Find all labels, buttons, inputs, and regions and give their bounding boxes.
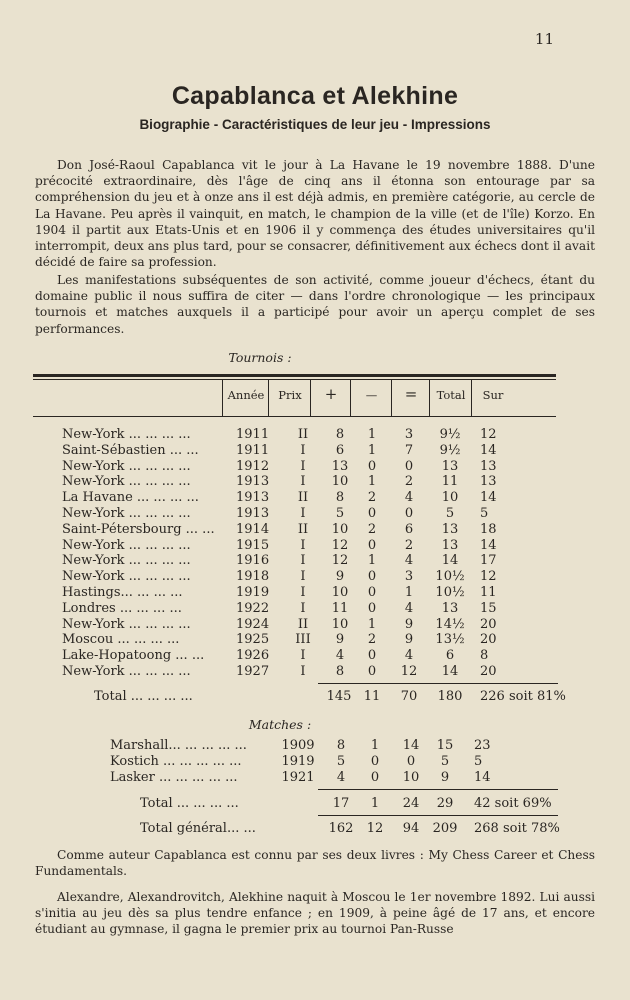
tournament-prix: II	[297, 616, 309, 632]
total-sur: 226 soit 81%	[480, 689, 566, 704]
tournament-total: 13½	[435, 632, 465, 648]
tournament-eq: 3	[404, 569, 414, 585]
tournament-eq: 4	[404, 600, 414, 616]
table-row	[0, 754, 630, 770]
total-total: 209	[432, 821, 458, 836]
tournament-year: 1918	[236, 569, 270, 585]
tournament-name: Saint-Sébastien ... ...	[62, 442, 199, 458]
tournament-eq: 12	[400, 664, 418, 679]
column-divider	[391, 379, 392, 417]
match-sur: 14	[474, 770, 491, 785]
tournament-total: 9½	[439, 427, 461, 442]
paragraph-intro: Don José-Raoul Capablanca vit le jour à La Havane le 19 novembre 1888. D'une précocité extraordinaire, dès l'âge de cinq ans il étonna son entourage par sa compréhension du jeu et à onze ans il est déjà admis, en première catégorie, au cercle de La Havane. Peu après il vainquit, en match, le champion de la ville (et de l'île) Korzo. En 1904 il partit aux Etats-Unis et en 1906 il y commença des études universitaires qu'il interrompit, deux ans plus tard, pour se consacrer, définitivement aux échecs dont il avait décidé de faire sa profession.	[35, 158, 595, 270]
column-header-annee: Année	[227, 388, 265, 402]
page-subtitle: Biographie - Caractéristiques de leur jeu - Impressions	[139, 117, 491, 132]
tournament-prix: I	[300, 664, 306, 679]
tournois-label: Tournois :	[228, 350, 292, 365]
table-header-bottom-rule	[33, 416, 556, 417]
matches-label: Matches :	[248, 717, 312, 732]
column-divider	[471, 379, 472, 417]
tournament-year: 1912	[236, 458, 270, 474]
tournament-sur: 20	[480, 632, 497, 648]
match-opponent: Kostich ... ... ... ... ...	[110, 754, 242, 769]
match-plus: 8	[336, 738, 346, 753]
tournament-eq: 7	[404, 442, 414, 458]
tournament-sur: 14	[480, 490, 497, 506]
tournament-total: 9½	[439, 442, 461, 458]
tournament-plus: 11	[331, 600, 349, 616]
column-divider	[310, 379, 311, 417]
tournament-prix: I	[300, 600, 306, 616]
tournament-eq: 1	[404, 585, 414, 600]
tournament-minus: 1	[367, 427, 377, 442]
tournament-name: Saint-Pétersbourg ... ...	[62, 521, 215, 537]
table-row	[0, 459, 630, 475]
tournament-year: 1924	[236, 616, 270, 632]
tournament-minus: 1	[367, 616, 377, 632]
tournament-name: New-York ... ... ... ...	[62, 537, 191, 553]
matches-total-row	[0, 796, 630, 812]
column-header-sur: Sur	[482, 388, 504, 402]
tournament-year: 1911	[236, 442, 270, 458]
tournament-minus: 0	[367, 569, 377, 585]
tournament-total: 13	[441, 600, 459, 616]
tournament-total: 14	[441, 553, 459, 569]
tournament-sur: 12	[480, 427, 497, 442]
total-label: Total ... ... ... ...	[94, 689, 193, 704]
tournament-year: 1922	[236, 600, 270, 616]
table-row	[0, 569, 630, 585]
tournament-minus: 0	[367, 648, 377, 664]
page-title: Capablanca et Alekhine	[171, 82, 459, 110]
match-year: 1909	[281, 738, 315, 753]
table-row	[0, 648, 630, 664]
tournament-prix: I	[300, 442, 306, 458]
tournament-sur: 20	[480, 664, 497, 679]
tournament-minus: 1	[367, 474, 377, 490]
total-plus: 17	[332, 796, 350, 811]
tournament-total: 13	[441, 458, 459, 474]
tournament-name: New-York ... ... ... ...	[62, 474, 191, 490]
tournament-eq: 9	[404, 632, 414, 648]
tournament-plus: 13	[331, 458, 349, 474]
tournament-name: La Havane ... ... ... ...	[62, 490, 199, 506]
tournament-minus: 1	[367, 442, 377, 458]
tournament-sur: 8	[480, 648, 489, 664]
column-divider	[429, 379, 430, 417]
match-opponent: Marshall... ... ... ... ...	[110, 738, 247, 753]
tournament-year: 1916	[236, 553, 270, 569]
table-row	[0, 617, 630, 633]
tournament-minus: 2	[367, 521, 377, 537]
tournament-sur: 18	[480, 521, 497, 537]
tournament-minus: 0	[367, 600, 377, 616]
tournament-plus: 8	[335, 664, 345, 679]
tournament-name: Moscou ... ... ... ...	[62, 632, 180, 648]
tournament-total: 14½	[435, 616, 465, 632]
table-row	[0, 632, 630, 648]
tournament-total: 10½	[435, 585, 465, 600]
match-year: 1919	[281, 754, 315, 769]
tournament-plus: 12	[331, 537, 349, 553]
tournament-year: 1913	[236, 506, 270, 521]
tournament-minus: 2	[367, 490, 377, 506]
table-row	[0, 601, 630, 617]
tournament-year: 1925	[236, 632, 270, 648]
column-divider	[222, 379, 223, 417]
match-minus: 0	[370, 754, 380, 769]
tournament-sur: 12	[480, 569, 497, 585]
total-eq: 94	[402, 821, 420, 836]
tournament-minus: 2	[367, 632, 377, 648]
tournament-name: New-York ... ... ... ...	[62, 458, 191, 474]
tournament-name: New-York ... ... ... ...	[62, 664, 191, 679]
tournament-sur: 13	[480, 474, 497, 490]
tournament-prix: I	[300, 553, 306, 569]
total-minus: 1	[370, 796, 380, 811]
tournament-name: Londres ... ... ... ...	[62, 600, 182, 616]
tournament-prix: I	[300, 474, 306, 490]
column-header-plus: +	[324, 385, 338, 403]
tournament-prix: I	[300, 648, 306, 664]
tournament-plus: 10	[331, 474, 349, 490]
match-sur: 23	[474, 738, 491, 753]
column-header-prix: Prix	[278, 388, 302, 402]
tournament-sur: 14	[480, 442, 497, 458]
total-label: Total général... ...	[140, 821, 256, 836]
total-plus: 162	[328, 821, 354, 836]
tournament-sur: 20	[480, 616, 497, 632]
total-minus: 12	[366, 821, 384, 836]
tournament-plus: 4	[335, 648, 345, 664]
tournament-plus: 10	[331, 521, 349, 537]
table-top-rule	[33, 374, 556, 377]
match-eq: 10	[402, 770, 420, 785]
table-row	[0, 443, 630, 459]
tournament-sur: 15	[480, 600, 497, 616]
total-sur: 42 soit 69%	[474, 796, 552, 811]
tournament-minus: 0	[367, 664, 377, 679]
tournament-year: 1919	[236, 585, 270, 600]
tournament-name: New-York ... ... ... ...	[62, 553, 191, 569]
total-total: 29	[436, 796, 454, 811]
tournament-year: 1927	[236, 664, 270, 679]
tournament-minus: 0	[367, 458, 377, 474]
grand-total-row	[0, 821, 630, 837]
tournament-name: Lake-Hopatoong ... ...	[62, 648, 205, 664]
match-sur: 5	[474, 754, 483, 769]
tournament-name: New-York ... ... ... ...	[62, 427, 191, 442]
page-number: 11	[534, 30, 554, 48]
tournament-prix: II	[297, 427, 309, 442]
table-row	[0, 738, 630, 754]
tournament-plus: 12	[331, 553, 349, 569]
grand-total-rule	[318, 815, 558, 816]
total-sur: 268 soit 78%	[474, 821, 560, 836]
column-header-total: Total	[436, 388, 466, 402]
paragraph-alekhine: Alexandre, Alexandrovitch, Alekhine naquit à Moscou le 1er novembre 1892. Lui aussi s'initia au jeu dès sa plus tendre enfance ; en 1909, à peine âgé de 17 ans, et encore étudiant au gymnase, il gagna le premier prix au tournoi Pan-Russe	[35, 890, 595, 937]
total-eq: 70	[400, 689, 418, 704]
tournament-year: 1915	[236, 537, 270, 553]
tournament-prix: I	[300, 537, 306, 553]
total-plus: 145	[326, 689, 352, 704]
tournament-prix: I	[300, 585, 306, 600]
tournament-sur: 13	[480, 458, 497, 474]
match-total: 5	[440, 754, 450, 769]
tournament-eq: 2	[404, 474, 414, 490]
total-total: 180	[437, 689, 463, 704]
match-minus: 1	[370, 738, 380, 753]
match-eq: 0	[406, 754, 416, 769]
tournament-sur: 14	[480, 537, 497, 553]
tournament-eq: 2	[404, 537, 414, 553]
tournament-plus: 10	[331, 616, 349, 632]
total-minus: 11	[363, 689, 381, 704]
table-row	[0, 585, 630, 601]
tournament-minus: 1	[367, 553, 377, 569]
tournament-name: New-York ... ... ... ...	[62, 616, 191, 632]
paragraph-books: Comme auteur Capablanca est connu par ses deux livres : My Chess Career et Chess Fundamentals.	[35, 848, 595, 879]
tournament-name: New-York ... ... ... ...	[62, 506, 191, 521]
tournament-plus: 5	[335, 506, 345, 521]
tournament-total: 10½	[435, 569, 465, 585]
match-minus: 0	[370, 770, 380, 785]
tournament-eq: 3	[404, 427, 414, 442]
column-divider	[350, 379, 351, 417]
column-divider	[268, 379, 269, 417]
tournament-plus: 9	[335, 569, 345, 585]
match-eq: 14	[402, 738, 420, 753]
tournament-prix: I	[300, 569, 306, 585]
table-row	[0, 553, 630, 569]
tournament-total: 13	[441, 537, 459, 553]
tournament-eq: 4	[404, 553, 414, 569]
column-header-minus: —	[365, 388, 378, 402]
tournament-minus: 0	[367, 537, 377, 553]
tournament-minus: 0	[367, 585, 377, 600]
table-row	[0, 474, 630, 490]
table-row	[0, 538, 630, 554]
match-total: 9	[440, 770, 450, 785]
tournament-year: 1926	[236, 648, 270, 664]
match-plus: 4	[336, 770, 346, 785]
tournament-eq: 9	[404, 616, 414, 632]
tournament-total: 14	[441, 664, 459, 679]
tournament-total: 11	[441, 474, 459, 490]
tournament-prix: III	[295, 632, 311, 648]
tournament-prix: I	[300, 458, 306, 474]
tournament-year: 1911	[236, 427, 270, 442]
tournament-name: Hastings... ... ... ...	[62, 585, 183, 600]
tournament-eq: 4	[404, 648, 414, 664]
tournament-minus: 0	[367, 506, 377, 521]
tournament-sur: 17	[480, 553, 497, 569]
tournament-name: New-York ... ... ... ...	[62, 569, 191, 585]
tournament-prix: II	[297, 521, 309, 537]
match-year: 1921	[281, 770, 315, 785]
tournament-plus: 6	[335, 442, 345, 458]
tournois-total-row	[0, 689, 630, 705]
match-opponent: Lasker ... ... ... ... ...	[110, 770, 238, 785]
match-plus: 5	[336, 754, 346, 769]
tournament-year: 1913	[236, 490, 270, 506]
match-total: 15	[436, 738, 454, 753]
tournament-total: 10	[441, 490, 459, 506]
tournament-sur: 5	[480, 506, 489, 521]
tournament-eq: 0	[404, 458, 414, 474]
column-header-equal: =	[404, 385, 418, 403]
tournament-eq: 0	[404, 506, 414, 521]
table-row	[0, 506, 630, 522]
tournament-plus: 8	[335, 427, 345, 442]
total-rule	[318, 683, 558, 684]
matches-total-rule	[318, 789, 558, 790]
table-row	[0, 427, 630, 443]
tournament-plus: 10	[331, 585, 349, 600]
tournament-total: 13	[441, 521, 459, 537]
tournament-eq: 6	[404, 521, 414, 537]
tournament-total: 5	[445, 506, 455, 521]
total-label: Total ... ... ... ...	[140, 796, 239, 811]
table-row	[0, 770, 630, 786]
tournament-plus: 9	[335, 632, 345, 648]
tournament-prix: I	[300, 506, 306, 521]
tournament-total: 6	[445, 648, 455, 664]
tournament-sur: 11	[480, 585, 497, 600]
table-row	[0, 522, 630, 538]
paragraph-activity: Les manifestations subséquentes de son activité, comme joueur d'échecs, étant du domaine public il nous suffira de citer — dans l'ordre chronologique — les principaux tournois et matches auxquels il a participé pour avoir un aperçu complet de ses performances.	[35, 273, 595, 336]
total-eq: 24	[402, 796, 420, 811]
tournament-year: 1913	[236, 474, 270, 490]
table-row	[0, 490, 630, 506]
table-top-rule-thin	[33, 379, 556, 380]
tournament-eq: 4	[404, 490, 414, 506]
tournament-plus: 8	[335, 490, 345, 506]
tournament-year: 1914	[236, 521, 270, 537]
tournament-prix: II	[297, 490, 309, 506]
table-row	[0, 664, 630, 680]
